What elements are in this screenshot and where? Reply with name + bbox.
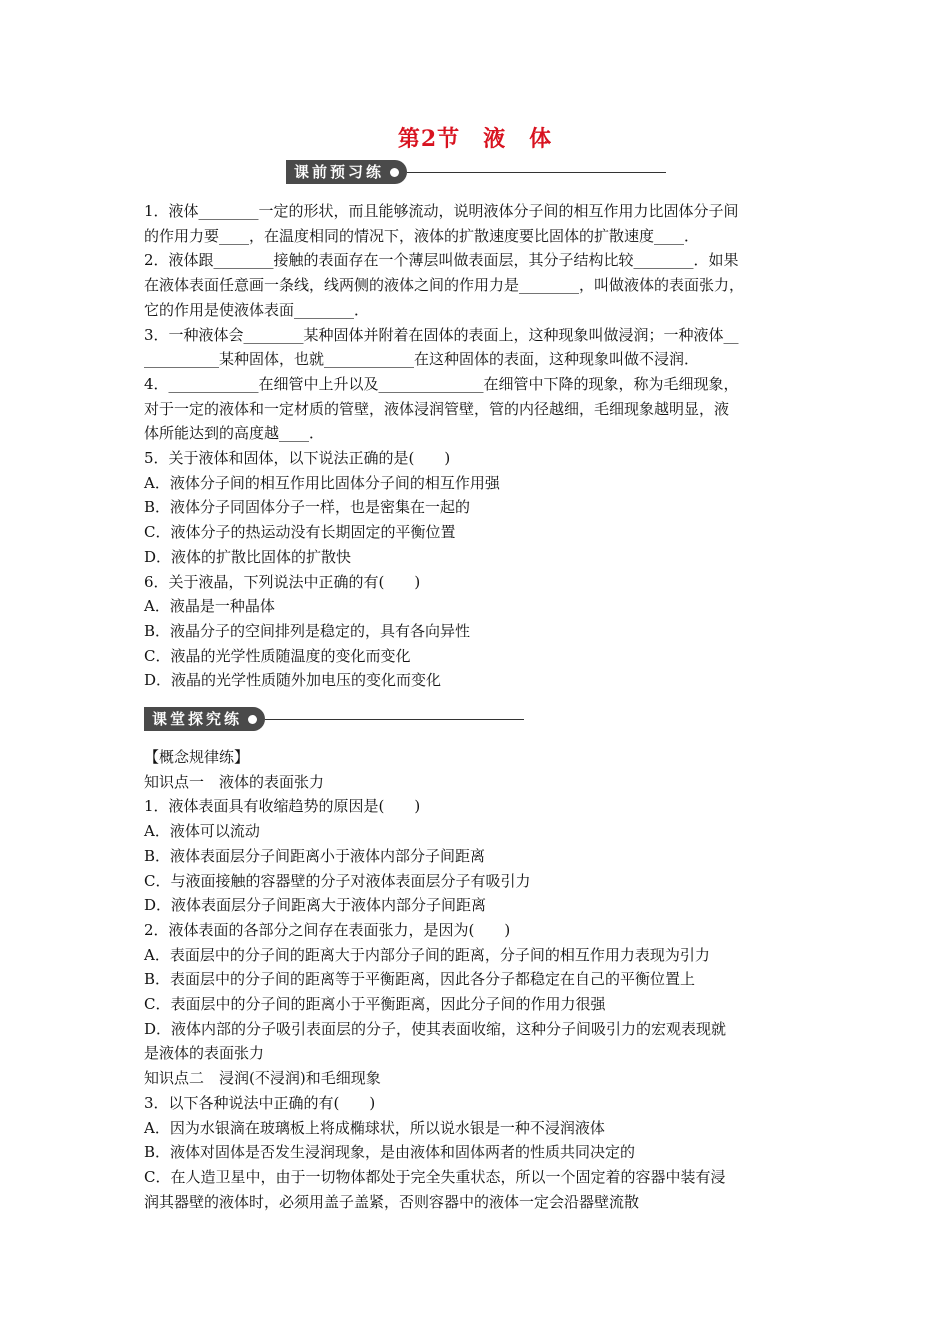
text-line: 在液体表面任意画一条线，线两侧的液体之间的作用力是________，叫做液体的表面张力， (144, 276, 745, 295)
bullet-dot-icon (248, 715, 257, 724)
text-line: A．液体分子间的相互作用比固体分子间的相互作用强 (144, 473, 500, 492)
text-line: B．液体对固体是否发生浸润现象，是由液体和固体两者的性质共同决定的 (144, 1143, 636, 1162)
text-line: C．液体分子的热运动没有长期固定的平衡位置 (144, 523, 456, 542)
section-banner-practice (144, 706, 524, 732)
text-line: A．液晶是一种晶体 (144, 597, 275, 616)
text-line: 2．液体跟________接触的表面存在一个薄层叫做表面层，其分子结构比较________．如果 (144, 251, 739, 270)
text-line: 体所能达到的高度越____． (144, 424, 325, 443)
text-line: C．液晶的光学性质随温度的变化而变化 (144, 646, 411, 665)
text-line: 是液体的表面张力 (144, 1044, 265, 1063)
text-line: D．液体的扩散比固体的扩散快 (144, 547, 352, 566)
text-line: 3．一种液体会________某种固体并附着在固体的表面上，这种现象叫做浸润；一种液体__ (144, 325, 739, 344)
text-line: A．表面层中的分子间的距离大于内部分子间的距离，分子间的相互作用力表现为引力 (144, 945, 710, 964)
text-line: 2．液体表面的各部分之间存在表面张力，是因为( ) (144, 920, 511, 939)
text-line: D．液体内部的分子吸引表面层的分子，使其表面收缩，这种分子间吸引力的宏观表现就 (144, 1019, 727, 1038)
preview-exercises (144, 199, 816, 693)
text-line: 3．以下各种说法中正确的有( ) (144, 1093, 376, 1112)
text-line: 6．关于液晶，下列说法中正确的有( ) (144, 572, 421, 591)
text-line: B．表面层中的分子间的距离等于平衡距离，因此各分子都稳定在自己的平衡位置上 (144, 970, 696, 989)
text-line: __________某种固体，也就____________在这种固体的表面，这种现象叫做不浸润． (144, 350, 700, 369)
text-line: 润其器壁的液体时，必须用盖子盖紧，否则容器中的液体一定会沿器壁流散 (144, 1192, 640, 1211)
bullet-dot-icon (390, 168, 399, 177)
text-line: B．液体分子同固体分子一样，也是密集在一起的 (144, 498, 471, 517)
section-tag-practice (144, 707, 265, 731)
text-line: 【概念规律练】 (144, 748, 250, 766)
text-line: B．液晶分子的空间排列是稳定的，具有各向异性 (144, 621, 471, 640)
text-line: 知识点二 浸润(不浸润)和毛细现象 (144, 1069, 381, 1088)
text-line: 它的作用是使液体表面________． (144, 300, 370, 319)
text-line: C．与液面接触的容器壁的分子对液体表面层分子有吸引力 (144, 871, 531, 890)
section-banner-preview (286, 159, 666, 185)
text-line: 1．液体________一定的形状，而且能够流动，说明液体分子间的相互作用力比固体分子间 (144, 202, 739, 220)
text-line: B．液体表面层分子间距离小于液体内部分子间距离 (144, 846, 486, 865)
text-line: 知识点一 液体的表面张力 (144, 772, 325, 791)
text-line: C．在人造卫星中，由于一切物体都处于完全失重状态，所以一个固定着的容器中装有浸 (144, 1167, 726, 1186)
section-tag-preview (286, 160, 407, 184)
section-label-practice: 课堂探究练 (152, 710, 243, 728)
text-line: 的作用力要____，在温度相同的情况下，液体的扩散速度要比固体的扩散速度____． (144, 226, 700, 245)
section-rule (265, 719, 524, 720)
page-title: 第2节 液 体 (397, 126, 553, 152)
text-line: A．因为水银滴在玻璃板上将成椭球状，所以说水银是一种不浸润液体 (144, 1118, 605, 1137)
text-line: 5．关于液体和固体，以下说法正确的是( ) (144, 449, 451, 468)
text-line: 对于一定的液体和一定材质的管壁，液体浸润管壁，管的内径越细，毛细现象越明显，液 (144, 399, 730, 418)
text-line: A．液体可以流动 (144, 822, 260, 841)
section-rule (407, 172, 666, 173)
text-line: D．液晶的光学性质随外加电压的变化而变化 (144, 671, 442, 690)
practice-exercises (144, 745, 816, 1214)
text-line: D．液体表面层分子间距离大于液体内部分子间距离 (144, 896, 487, 915)
section-label-preview: 课前预习练 (294, 163, 385, 181)
text-line: 4．____________在细管中上升以及______________在细管中下降的现象，称为毛细现象， (144, 374, 739, 393)
text-line: 1．液体表面具有收缩趋势的原因是( ) (144, 797, 421, 816)
text-line: C．表面层中的分子间的距离小于平衡距离，因此分子间的作用力很强 (144, 995, 606, 1014)
